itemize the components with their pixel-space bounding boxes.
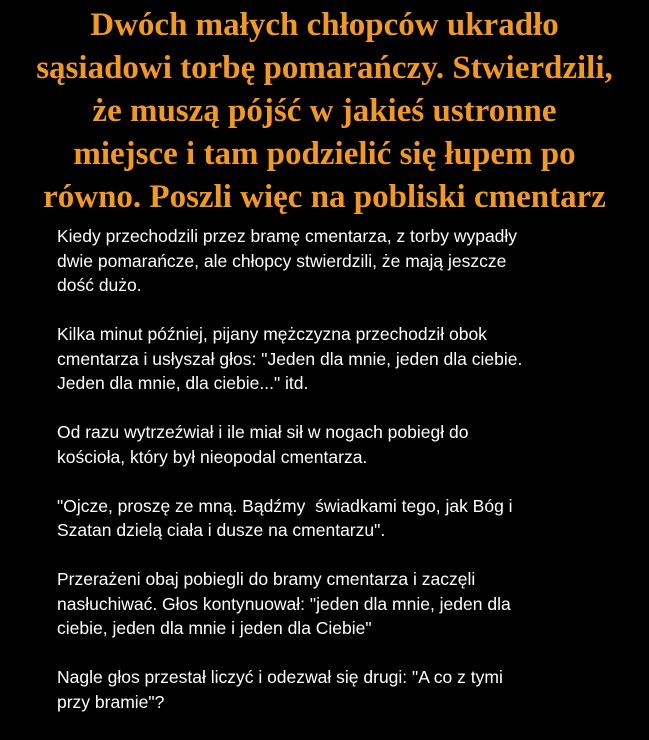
story-line: "Ojcze, proszę ze mną. Bądźmy świadkami tego, jak Bóg i xyxy=(57,495,513,516)
story-line: Kilka minut później, pijany mężczyzna przechodził obok xyxy=(57,324,487,344)
story-line: Kiedy przechodzili przez bramę cmentarza, z torby wypadły xyxy=(57,226,518,246)
story-paragraph-6 xyxy=(57,665,642,714)
story-line: Przerażeni obaj pobiegli do bramy cmentarza i zaczęli xyxy=(57,569,476,589)
story-line: ciebie, jeden dla mnie i jeden dla Ciebie" xyxy=(57,618,372,638)
story-line: Nagle głos przestał liczyć i odezwał się drugi: "A co z tymi xyxy=(57,667,503,687)
story-paragraph-3 xyxy=(57,420,642,469)
headline-line: że muszą pójść w jakieś ustronne xyxy=(92,93,557,129)
story-line: nasłuchiwać. Głos kontynuował: "jeden dla mnie, jeden dla xyxy=(57,593,511,614)
headline-line: równo. Poszli więc na pobliski cmentarz xyxy=(43,179,606,215)
headline xyxy=(0,4,649,219)
story-line: przy bramie"? xyxy=(57,691,165,712)
headline-line: Dwóch małych chłopców ukradło xyxy=(90,7,559,43)
story-line: cmentarza i usłyszał głos: "Jeden dla mnie, jeden dla ciebie. xyxy=(57,348,523,369)
headline-line: miejsce i tam podzielić się łupem po xyxy=(73,136,576,172)
story-paragraph-1 xyxy=(57,224,642,298)
story-paragraph-4 xyxy=(57,494,642,543)
story-line: dwie pomarańcze, ale chłopcy stwierdzili, że mają jeszcze xyxy=(57,250,507,271)
story-body xyxy=(57,224,642,714)
story-line: kościoła, który był nieopodal cmentarza. xyxy=(57,446,368,467)
story-line: Jeden dla mnie, dla ciebie..." itd. xyxy=(57,373,309,393)
story-line: Od razu wytrzeźwiał i ile miał sił w nogach pobiegł do xyxy=(57,422,469,442)
story-paragraph-2 xyxy=(57,322,642,396)
story-line: dość dużo. xyxy=(57,275,142,295)
headline-line: sąsiadowi torbę pomarańczy. Stwierdzili, xyxy=(36,50,613,86)
story-line: Szatan dzielą ciała i dusze na cmentarzu". xyxy=(57,520,386,540)
story-paragraph-5 xyxy=(57,567,642,641)
